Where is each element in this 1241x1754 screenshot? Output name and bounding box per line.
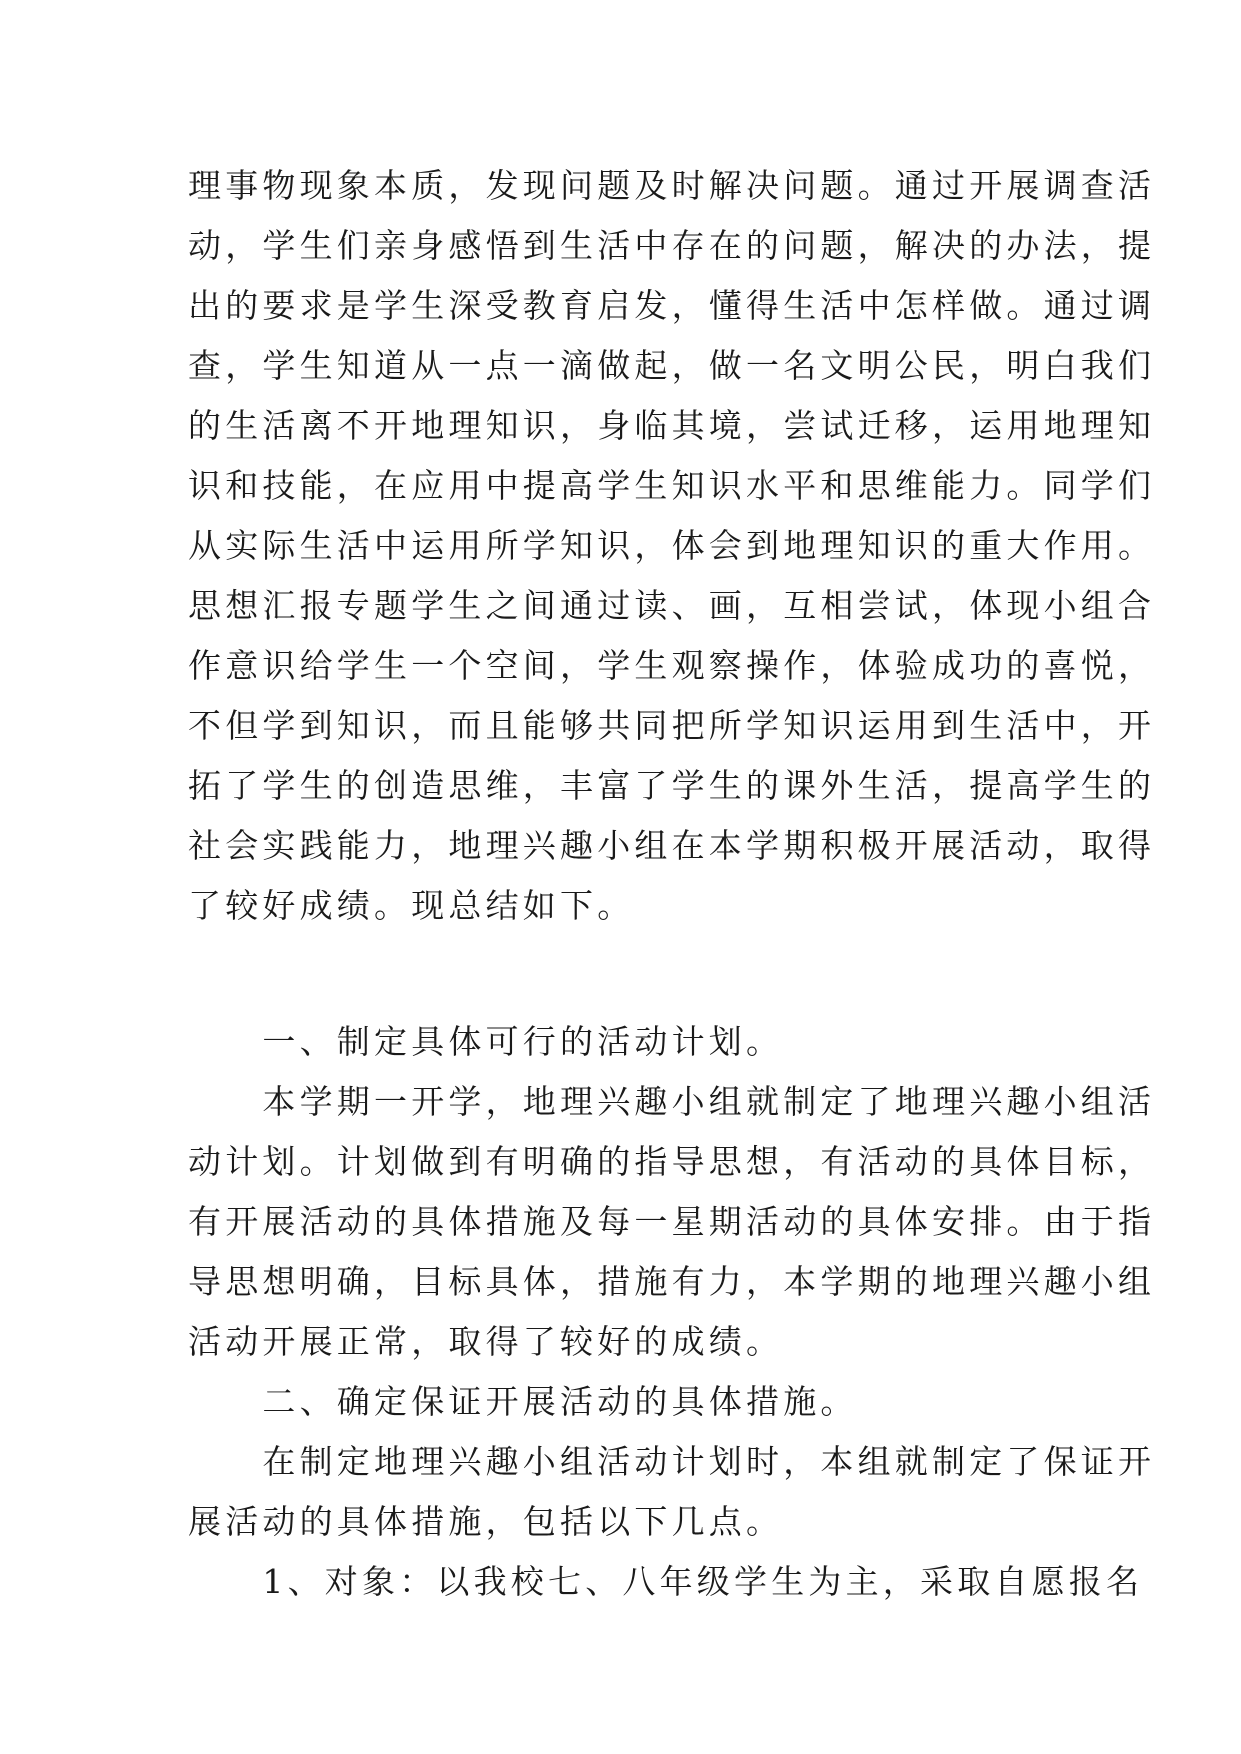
text-line: 识和技能，在应用中提高学生知识水平和思维能力。同学们 bbox=[188, 466, 1156, 505]
text-line: 导思想明确，目标具体，措施有力，本学期的地理兴趣小组 bbox=[188, 1262, 1156, 1301]
text-line: 作意识给学生一个空间，学生观察操作，体验成功的喜悦， bbox=[188, 646, 1156, 685]
text-line: 1、对象：以我校七、八年级学生为主，采取自愿报名 bbox=[188, 1562, 1144, 1601]
text-line: 出的要求是学生深受教育启发，懂得生活中怎样做。通过调 bbox=[188, 286, 1156, 325]
text-line: 社会实践能力，地理兴趣小组在本学期积极开展活动，取得 bbox=[188, 826, 1156, 865]
text-line: 拓了学生的创造思维，丰富了学生的课外生活，提高学生的 bbox=[188, 766, 1156, 805]
text-line: 的生活离不开地理知识，身临其境，尝试迁移，运用地理知 bbox=[188, 406, 1156, 445]
text-line: 从实际生活中运用所学知识，体会到地理知识的重大作用。 bbox=[188, 526, 1156, 565]
text-line: 展活动的具体措施，包括以下几点。 bbox=[188, 1502, 784, 1541]
text-line: 动计划。计划做到有明确的指导思想，有活动的具体目标， bbox=[188, 1142, 1156, 1181]
text-line: 理事物现象本质，发现问题及时解决问题。通过开展调查活 bbox=[188, 166, 1156, 205]
text-line: 活动开展正常，取得了较好的成绩。 bbox=[188, 1322, 784, 1361]
text-line: 本学期一开学，地理兴趣小组就制定了地理兴趣小组活 bbox=[188, 1082, 1156, 1121]
text-line: 有开展活动的具体措施及每一星期活动的具体安排。由于指 bbox=[188, 1202, 1156, 1241]
text-line: 不但学到知识，而且能够共同把所学知识运用到生活中，开 bbox=[188, 706, 1156, 745]
text-line: 在制定地理兴趣小组活动计划时，本组就制定了保证开 bbox=[188, 1442, 1156, 1481]
text-line: 了较好成绩。现总结如下。 bbox=[188, 886, 635, 925]
text-line: 动，学生们亲身感悟到生活中存在的问题，解决的办法，提 bbox=[188, 226, 1156, 265]
section-heading: 二、确定保证开展活动的具体措施。 bbox=[188, 1382, 858, 1421]
text-line: 查，学生知道从一点一滴做起，做一名文明公民，明白我们 bbox=[188, 346, 1156, 385]
section-heading: 一、制定具体可行的活动计划。 bbox=[188, 1022, 784, 1061]
text-line: 思想汇报专题学生之间通过读、画，互相尝试，体现小组合 bbox=[188, 586, 1156, 625]
